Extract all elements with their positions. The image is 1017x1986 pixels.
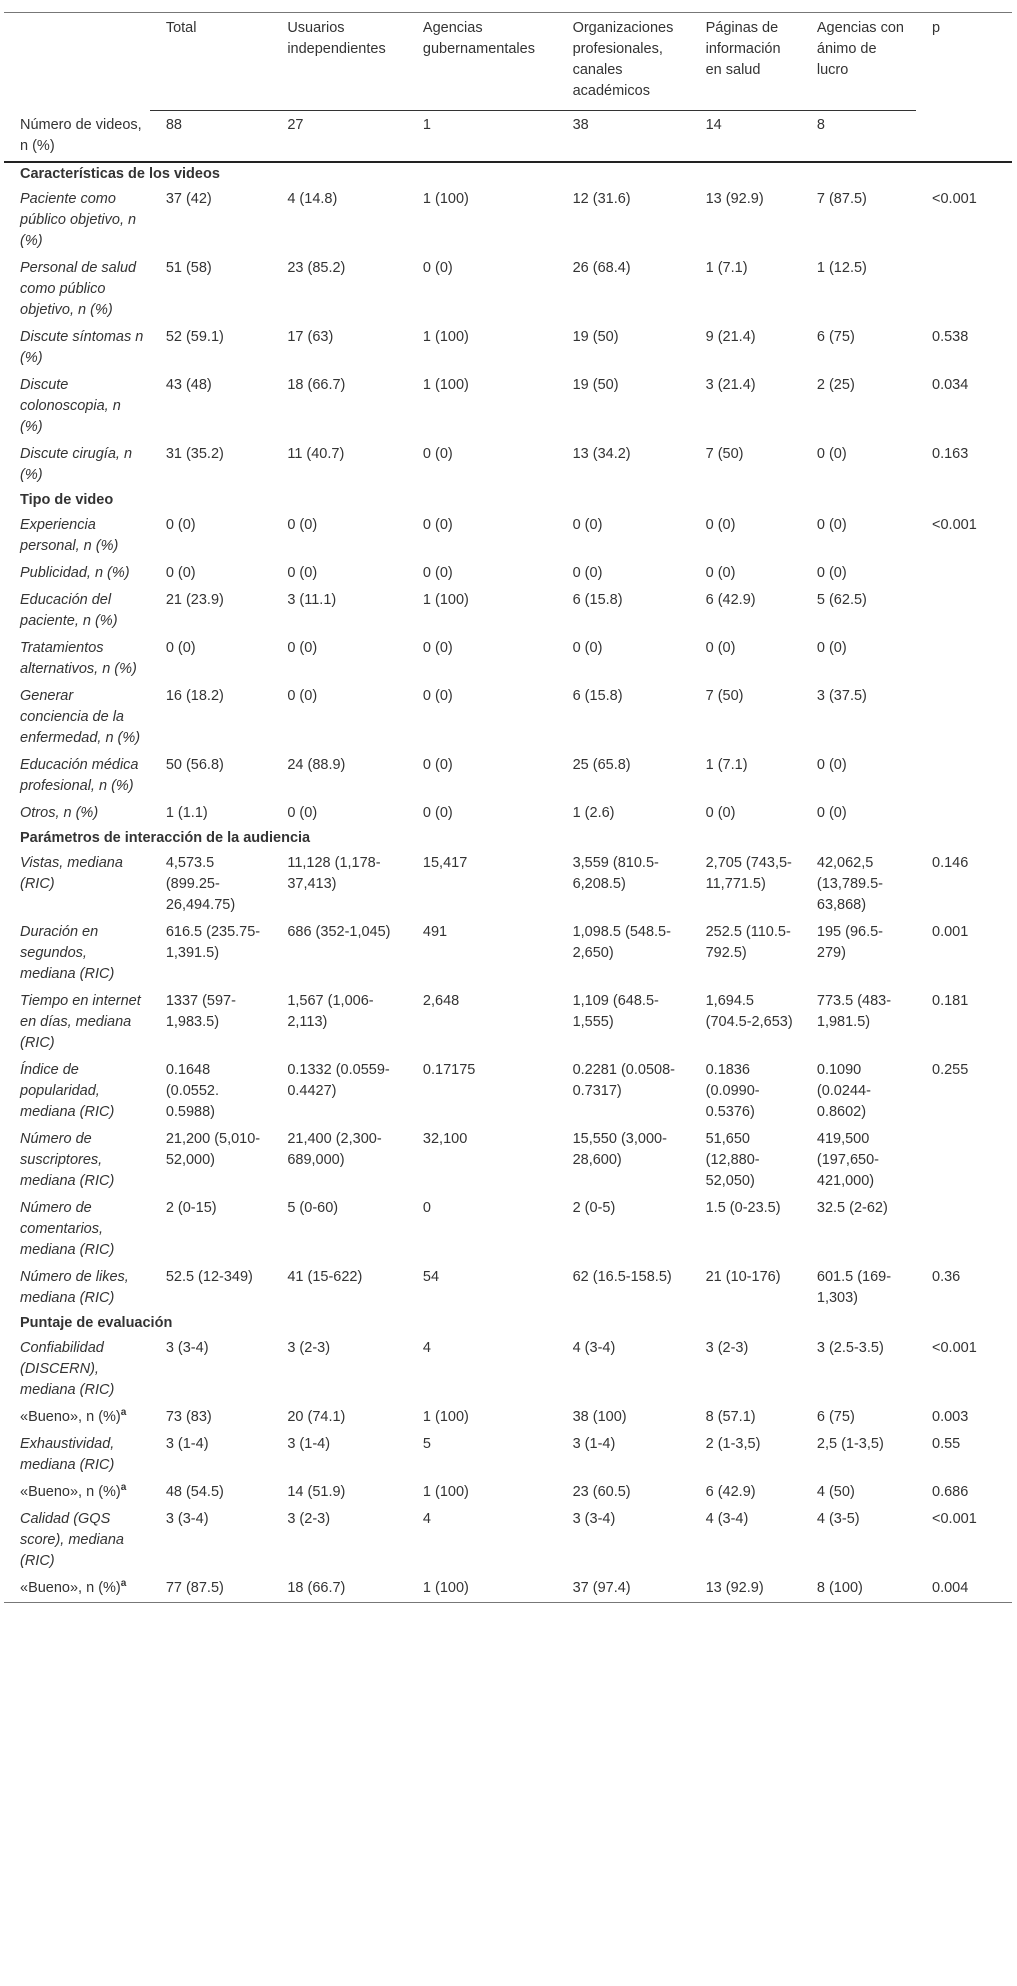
value-cell: 52 (59.1) [165, 328, 224, 345]
value-cell: 6 (15.8) [572, 687, 623, 704]
p-value-cell: <0.001 [932, 516, 977, 533]
value-cell: 8 (100) [801, 1575, 916, 1603]
p-value-cell: 0.55 [932, 1435, 961, 1452]
p-value-cell: <0.001 [932, 1510, 977, 1527]
table-row [4, 752, 1012, 800]
row-label [4, 1335, 150, 1404]
table-row [4, 560, 1012, 587]
value-cell: 3 (2-3) [287, 1339, 331, 1356]
value-cell: 1 (100) [407, 1575, 557, 1603]
row-label-text: Experiencia personal, n (%) [20, 516, 119, 554]
value-cell: 5 [422, 1435, 431, 1452]
row-label-text: Tratamientos alternativos, n (%) [20, 639, 137, 677]
p-value-cell: 0.003 [932, 1408, 969, 1425]
value-cell: 0 (0) [165, 564, 196, 581]
row-label-text: Educación médica profesional, n (%) [20, 756, 139, 794]
col-header: Usuarios independientes [271, 13, 407, 111]
value-cell: 2 (1-3,5) [705, 1435, 761, 1452]
table-row [4, 1431, 1012, 1479]
table-row [4, 587, 1012, 635]
value-cell: 0.1836 (0.0990-0.5376) [705, 1061, 760, 1120]
row-label-text: Generar conciencia de la enfermedad, n (%) [20, 687, 141, 746]
value-cell: 13 (92.9) [705, 190, 764, 207]
value-cell: 0 (0) [816, 804, 847, 821]
value-cell: 42,062,5 (13,789.5-63,868) [816, 854, 883, 913]
p-value-cell [916, 683, 1012, 752]
value-cell: 19 (50) [572, 376, 619, 393]
value-cell: 3 (37.5) [816, 687, 867, 704]
section-row [4, 1312, 1012, 1335]
section-title: Puntaje de evaluación [20, 1314, 173, 1331]
value-cell: 62 (16.5-158.5) [572, 1268, 672, 1285]
col-header: Páginas de información en salud [690, 13, 801, 111]
row-label-text: Discute cirugía, n (%) [20, 445, 133, 483]
row-label [4, 1264, 150, 1312]
value-cell: 1 (100) [422, 1408, 469, 1425]
value-cell: 26 (68.4) [572, 259, 631, 276]
table-row [4, 186, 1012, 255]
value-cell: 4 [422, 1339, 431, 1356]
value-cell: 37 (97.4) [557, 1575, 690, 1603]
value-cell: 48 (54.5) [165, 1483, 224, 1500]
row-label [4, 1506, 150, 1575]
value-cell: 32.5 (2-62) [816, 1199, 888, 1216]
table-row [4, 988, 1012, 1057]
value-cell: 38 (100) [572, 1408, 627, 1425]
row-label [4, 988, 150, 1057]
p-value-cell [916, 560, 1012, 587]
row-label [4, 850, 150, 919]
value-cell: 17 (63) [287, 328, 334, 345]
value-cell: 0.17175 [422, 1061, 476, 1078]
count-row-label: Número de videos, n (%) [20, 116, 142, 154]
value-cell: 0 (0) [422, 756, 453, 773]
row-label [4, 324, 150, 372]
p-value-cell: 0.181 [932, 992, 969, 1009]
results-table [4, 12, 1012, 1603]
value-cell: 3 (3-4) [165, 1339, 209, 1356]
row-label-text: Personal de salud como público objetivo, n (%) [20, 259, 137, 318]
row-label-text: Publicidad, n (%) [20, 564, 130, 581]
value-cell: 21,400 (2,300-689,000) [287, 1130, 382, 1168]
row-label [4, 1404, 150, 1431]
value-cell: 1,567 (1,006-2,113) [287, 992, 374, 1030]
value-cell: 25 (65.8) [572, 756, 631, 773]
table-row [4, 1126, 1012, 1195]
footnote-marker: a [120, 1577, 127, 1589]
row-label [4, 752, 150, 800]
row-label [4, 255, 150, 324]
table-row [4, 635, 1012, 683]
value-cell: 0 (0) [572, 564, 603, 581]
p-value-cell: 0.001 [932, 923, 969, 940]
value-cell: 3 (2-3) [287, 1510, 331, 1527]
row-label [4, 512, 150, 560]
value-cell: 0 (0) [165, 639, 196, 656]
value-cell: 51 (58) [165, 259, 212, 276]
value-cell: 0 [422, 1199, 431, 1216]
row-label [4, 1479, 150, 1506]
value-cell: 0 (0) [287, 564, 318, 581]
value-cell: 3 (3-4) [572, 1510, 616, 1527]
value-cell: 2,648 [422, 992, 460, 1009]
value-cell: 52.5 (12-349) [165, 1268, 253, 1285]
p-value-cell: 0.538 [932, 328, 969, 345]
row-label [4, 1057, 150, 1126]
p-value-cell: 0.686 [932, 1483, 969, 1500]
value-cell: 1 (7.1) [705, 259, 748, 276]
value-cell: 3 (2-3) [705, 1339, 749, 1356]
row-label [4, 635, 150, 683]
count-cell: 1 [407, 111, 557, 162]
value-cell: 3 (2.5-3.5) [816, 1339, 884, 1356]
value-cell: 7 (50) [705, 445, 744, 462]
value-cell: 6 (42.9) [705, 591, 756, 608]
value-cell: 14 (51.9) [287, 1483, 346, 1500]
value-cell: 21 (10-176) [705, 1268, 781, 1285]
value-cell: 0 (0) [705, 804, 736, 821]
table-row [4, 1506, 1012, 1575]
value-cell: 0 (0) [422, 639, 453, 656]
value-cell: 3 (1-4) [572, 1435, 616, 1452]
value-cell: 1.5 (0-23.5) [705, 1199, 781, 1216]
table-row [4, 255, 1012, 324]
col-header: Agencias gubernamentales [407, 13, 557, 111]
value-cell: 1,109 (648.5-1,555) [572, 992, 659, 1030]
value-cell: 0 (0) [422, 804, 453, 821]
row-label-text: Número de likes, mediana (RIC) [20, 1268, 129, 1306]
value-cell: 1 (100) [422, 190, 469, 207]
value-cell: 0 (0) [816, 445, 847, 462]
table-body [4, 162, 1012, 1603]
value-cell: 3 (1-4) [165, 1435, 209, 1452]
value-cell: 18 (66.7) [271, 1575, 407, 1603]
count-cell: 14 [690, 111, 801, 162]
value-cell: 0 (0) [287, 687, 318, 704]
count-row [4, 111, 1012, 162]
p-value-cell [916, 635, 1012, 683]
value-cell: 616.5 (235.75-1,391.5) [165, 923, 261, 961]
count-cell: 88 [150, 111, 272, 162]
value-cell: 1 (100) [422, 1483, 469, 1500]
value-cell: 73 (83) [165, 1408, 212, 1425]
value-cell: 6 (75) [816, 1408, 855, 1425]
value-cell: 24 (88.9) [287, 756, 346, 773]
header-row [4, 13, 1012, 111]
p-value-cell [916, 1126, 1012, 1195]
col-header: p [916, 13, 1012, 111]
value-cell: 0.1648 (0.0552. 0.5988) [165, 1061, 220, 1120]
value-cell: 15,550 (3,000-28,600) [572, 1130, 667, 1168]
value-cell: 4 (3-4) [705, 1510, 749, 1527]
table-row [4, 1335, 1012, 1404]
value-cell: 0.2281 (0.0508-0.7317) [572, 1061, 675, 1099]
value-cell: 50 (56.8) [165, 756, 224, 773]
value-cell: 4 (50) [816, 1483, 855, 1500]
value-cell: 0 (0) [816, 516, 847, 533]
count-cell: 38 [557, 111, 690, 162]
row-label-text: Tiempo en internet en días, mediana (RIC) [20, 992, 141, 1051]
p-value-cell [916, 800, 1012, 827]
value-cell: 51,650 (12,880-52,050) [705, 1130, 760, 1189]
count-cell: 27 [271, 111, 407, 162]
value-cell: 4 (14.8) [287, 190, 338, 207]
value-cell: 601.5 (169-1,303) [816, 1268, 892, 1306]
row-label-text: Confiabilidad (DISCERN), mediana (RIC) [20, 1339, 115, 1398]
value-cell: 0 (0) [816, 756, 847, 773]
value-cell: 4 (3-4) [572, 1339, 616, 1356]
value-cell: 23 (60.5) [572, 1483, 631, 1500]
value-cell: 1 (12.5) [816, 259, 867, 276]
row-label [4, 186, 150, 255]
value-cell: 2 (0-5) [572, 1199, 616, 1216]
p-value-cell: 0.36 [932, 1268, 961, 1285]
row-label-text: Duración en segundos, mediana (RIC) [20, 923, 115, 982]
value-cell: 0 (0) [422, 516, 453, 533]
value-cell: 41 (15-622) [287, 1268, 363, 1285]
value-cell: 13 (92.9) [690, 1575, 801, 1603]
table-header [4, 13, 1012, 162]
value-cell: 0 (0) [422, 687, 453, 704]
value-cell: 31 (35.2) [165, 445, 224, 462]
value-cell: 12 (31.6) [572, 190, 631, 207]
value-cell: 77 (87.5) [150, 1575, 272, 1603]
value-cell: 21,200 (5,010-52,000) [165, 1130, 261, 1168]
table-row [4, 919, 1012, 988]
p-value-cell: 0.004 [916, 1575, 1012, 1603]
value-cell: 0 (0) [287, 804, 318, 821]
value-cell: 686 (352-1,045) [287, 923, 391, 940]
table-row [4, 1404, 1012, 1431]
value-cell: 0 (0) [287, 516, 318, 533]
value-cell: 3 (21.4) [705, 376, 756, 393]
value-cell: 0 (0) [422, 259, 453, 276]
value-cell: 54 [422, 1268, 440, 1285]
section-title: Parámetros de interacción de la audiencia [20, 829, 311, 846]
value-cell: 1 (100) [422, 591, 469, 608]
value-cell: 6 (15.8) [572, 591, 623, 608]
p-value-cell [916, 255, 1012, 324]
value-cell: 1,694.5 (704.5-2,653) [705, 992, 793, 1030]
section-row [4, 827, 1012, 850]
value-cell: 6 (75) [816, 328, 855, 345]
value-cell: 2 (0-15) [165, 1199, 217, 1216]
value-cell: 3 (11.1) [287, 591, 337, 608]
row-label [4, 1195, 150, 1264]
table-row [4, 850, 1012, 919]
p-value-cell [916, 587, 1012, 635]
value-cell: 37 (42) [165, 190, 212, 207]
section-title: Tipo de video [20, 491, 114, 508]
value-cell: 773.5 (483-1,981.5) [816, 992, 892, 1030]
row-label-text: «Bueno», n (%) [20, 1408, 121, 1425]
value-cell: 0 (0) [287, 639, 318, 656]
value-cell: 2,5 (1-3,5) [816, 1435, 884, 1452]
section-row [4, 489, 1012, 512]
value-cell: 8 (57.1) [705, 1408, 756, 1425]
col-header: Organizaciones profesionales, canales académicos [557, 13, 690, 111]
value-cell: 0 (0) [705, 639, 736, 656]
value-cell: 5 (0-60) [287, 1199, 339, 1216]
value-cell: 3,559 (810.5-6,208.5) [572, 854, 659, 892]
row-label-text: Número de comentarios, mediana (RIC) [20, 1199, 115, 1258]
value-cell: 0 (0) [572, 639, 603, 656]
value-cell: 0 (0) [422, 564, 453, 581]
value-cell: 1337 (597-1,983.5) [165, 992, 236, 1030]
footnote-marker: a [120, 1481, 127, 1493]
count-cell: 8 [801, 111, 916, 162]
col-header: Total [150, 13, 272, 111]
p-value-cell: 0.163 [932, 445, 969, 462]
value-cell: 0 (0) [705, 564, 736, 581]
table-row [4, 324, 1012, 372]
value-cell: 2,705 (743,5-11,771.5) [705, 854, 792, 892]
p-value-cell: 0.146 [932, 854, 969, 871]
table-row [4, 1195, 1012, 1264]
value-cell: 1 (7.1) [705, 756, 748, 773]
value-cell: 4 (3-5) [816, 1510, 860, 1527]
row-label-text: Calidad (GQS score), mediana (RIC) [20, 1510, 124, 1569]
row-label [4, 560, 150, 587]
table-row [4, 1479, 1012, 1506]
value-cell: 21 (23.9) [165, 591, 224, 608]
value-cell: 1 (100) [422, 376, 469, 393]
row-label-text: Índice de popularidad, mediana (RIC) [20, 1061, 115, 1120]
value-cell: 7 (50) [705, 687, 744, 704]
row-label-text: Educación del paciente, n (%) [20, 591, 118, 629]
p-value-cell: <0.001 [932, 190, 977, 207]
value-cell: 4,573.5 (899.25-26,494.75) [165, 854, 236, 913]
section-row [4, 162, 1012, 186]
value-cell: 13 (34.2) [572, 445, 631, 462]
value-cell: 0 (0) [705, 516, 736, 533]
row-label-text: Exhaustividad, mediana (RIC) [20, 1435, 115, 1473]
value-cell: 252.5 (110.5-792.5) [705, 923, 791, 961]
value-cell: 11,128 (1,178-37,413) [287, 854, 381, 892]
table-row [4, 1264, 1012, 1312]
value-cell: 491 [422, 923, 448, 940]
row-label [4, 1431, 150, 1479]
p-value-cell [916, 1195, 1012, 1264]
table-row [4, 800, 1012, 827]
row-label [4, 1575, 150, 1603]
footnote-marker: a [120, 1406, 127, 1418]
value-cell: 419,500 (197,650-421,000) [816, 1130, 879, 1189]
value-cell: 3 (3-4) [165, 1510, 209, 1527]
row-label [4, 1126, 150, 1195]
p-value-cell: <0.001 [932, 1339, 977, 1356]
value-cell: 3 (1-4) [287, 1435, 331, 1452]
row-label [4, 919, 150, 988]
row-label-text: Paciente como público objetivo, n (%) [20, 190, 137, 249]
row-label [4, 683, 150, 752]
value-cell: 0.1332 (0.0559-0.4427) [287, 1061, 390, 1099]
value-cell: 7 (87.5) [816, 190, 867, 207]
table-row [4, 512, 1012, 560]
row-label-text: Otros, n (%) [20, 804, 99, 821]
value-cell: 11 (40.7) [287, 445, 345, 462]
p-value-cell [916, 752, 1012, 800]
section-title: Características de los videos [4, 162, 1012, 186]
value-cell: 2 (25) [816, 376, 855, 393]
header-empty [4, 13, 150, 111]
value-cell: 1 (100) [422, 328, 469, 345]
value-cell: 1 (1.1) [165, 804, 208, 821]
row-label-text: Número de suscriptores, mediana (RIC) [20, 1130, 115, 1189]
value-cell: 20 (74.1) [287, 1408, 346, 1425]
row-label-text: Vistas, mediana (RIC) [20, 854, 123, 892]
row-label-text: Discute síntomas n (%) [20, 328, 144, 366]
value-cell: 43 (48) [165, 376, 212, 393]
count-cell-empty [916, 111, 1012, 162]
value-cell: 23 (85.2) [287, 259, 346, 276]
table-row [4, 441, 1012, 489]
value-cell: 0 (0) [422, 445, 453, 462]
value-cell: 1,098.5 (548.5-2,650) [572, 923, 671, 961]
value-cell: 18 (66.7) [287, 376, 346, 393]
row-label [4, 372, 150, 441]
value-cell: 16 (18.2) [165, 687, 224, 704]
p-value-cell: 0.034 [932, 376, 969, 393]
table-row [4, 1057, 1012, 1126]
row-label [4, 441, 150, 489]
row-label-text: Discute colonoscopia, n (%) [20, 376, 121, 435]
col-header: Agencias con ánimo de lucro [801, 13, 916, 111]
row-label-text: «Bueno», n (%) [20, 1483, 121, 1500]
row-label [4, 587, 150, 635]
table-row [4, 683, 1012, 752]
value-cell: 195 (96.5-279) [816, 923, 883, 961]
value-cell: 0 (0) [572, 516, 603, 533]
value-cell: 4 [422, 1510, 431, 1527]
value-cell: 6 (42.9) [705, 1483, 756, 1500]
value-cell: 1 (2.6) [572, 804, 615, 821]
value-cell: 19 (50) [572, 328, 619, 345]
value-cell: 5 (62.5) [816, 591, 867, 608]
value-cell: 0 (0) [165, 516, 196, 533]
table-row [4, 372, 1012, 441]
value-cell: 0 (0) [816, 564, 847, 581]
row-label-text: «Bueno», n (%) [20, 1579, 121, 1596]
value-cell: 0 (0) [816, 639, 847, 656]
value-cell: 9 (21.4) [705, 328, 756, 345]
row-label [4, 800, 150, 827]
value-cell: 0.1090 (0.0244-0.8602) [816, 1061, 871, 1120]
p-value-cell: 0.255 [932, 1061, 969, 1078]
value-cell: 32,100 [422, 1130, 468, 1147]
table-row [4, 1575, 1012, 1603]
value-cell: 15,417 [422, 854, 468, 871]
